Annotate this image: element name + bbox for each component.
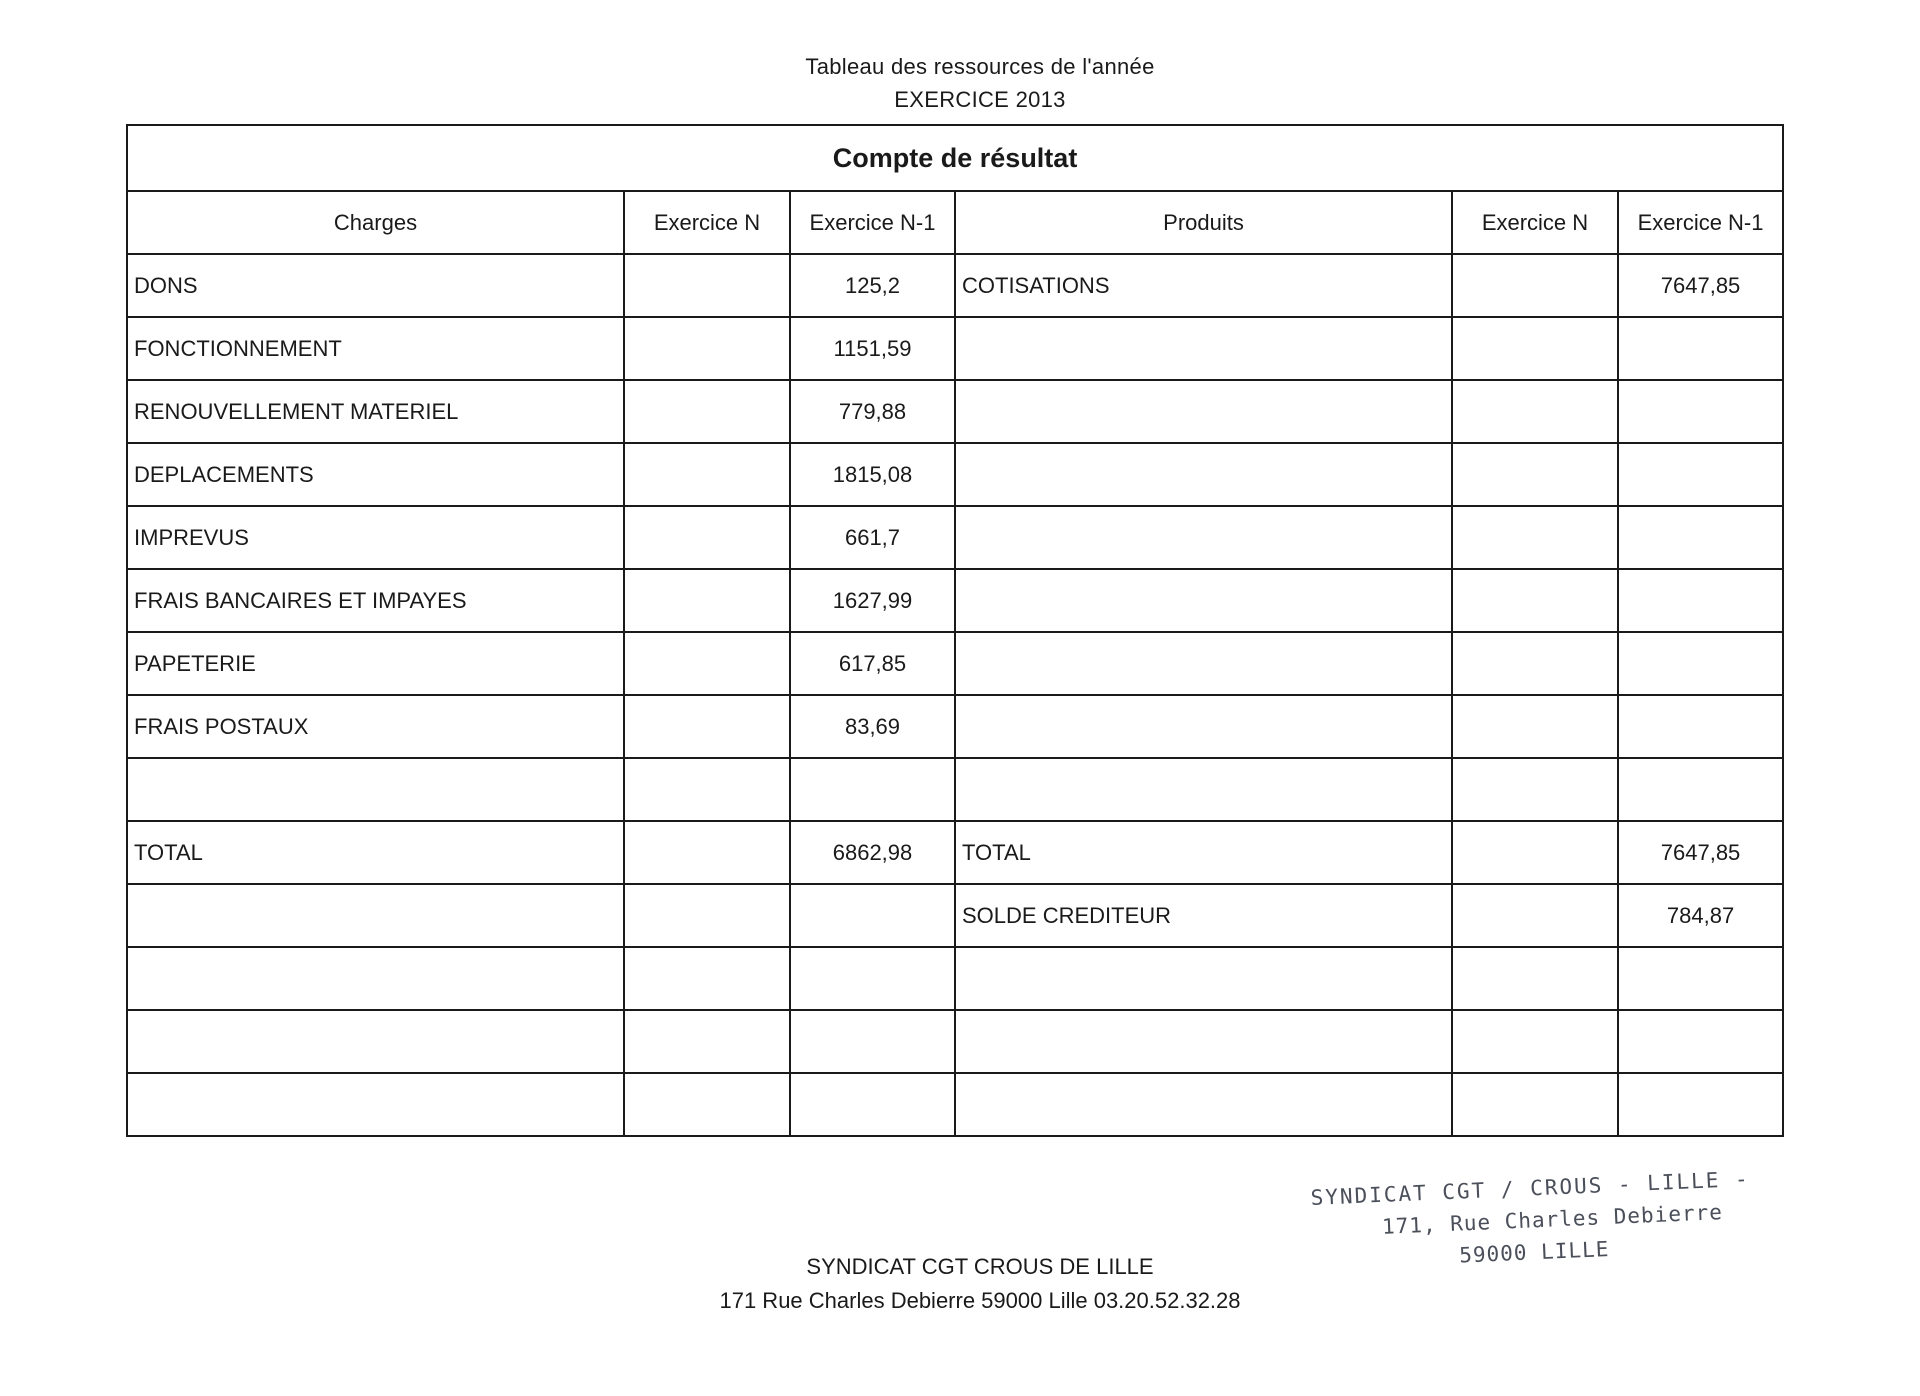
produit-label: SOLDE CREDITEUR: [955, 884, 1452, 947]
produit-label: [955, 380, 1452, 443]
produit-exercice-n: [1452, 884, 1618, 947]
produit-exercice-n1: [1618, 758, 1783, 821]
page-subtitle: EXERCICE 2013: [894, 87, 1066, 112]
table-row: [127, 569, 1783, 632]
charge-exercice-n: [624, 758, 790, 821]
produit-label: [955, 632, 1452, 695]
produit-exercice-n1: [1618, 947, 1783, 1010]
produit-exercice-n: [1452, 254, 1618, 317]
produit-label: TOTAL: [955, 821, 1452, 884]
charge-exercice-n1: 1151,59: [790, 317, 955, 380]
table-row: [127, 1073, 1783, 1136]
column-header-charges: Charges: [127, 191, 624, 254]
table-row: [127, 632, 1783, 695]
charge-exercice-n: [624, 1010, 790, 1073]
produit-exercice-n1: 7647,85: [1618, 821, 1783, 884]
table-row: [127, 884, 1783, 947]
produit-exercice-n: [1452, 632, 1618, 695]
produit-exercice-n1: [1618, 1073, 1783, 1136]
produit-label: [955, 1073, 1452, 1136]
produit-label: [955, 758, 1452, 821]
charge-exercice-n: [624, 632, 790, 695]
produit-label: [955, 1010, 1452, 1073]
charge-exercice-n1: [790, 884, 955, 947]
table-body: [127, 254, 1783, 1136]
produit-exercice-n1: [1618, 506, 1783, 569]
table-row: [127, 506, 1783, 569]
produit-label: COTISATIONS: [955, 254, 1452, 317]
charge-exercice-n: [624, 1073, 790, 1136]
column-header-exercice-n1: Exercice N-1: [790, 191, 955, 254]
produit-exercice-n: [1452, 317, 1618, 380]
charge-exercice-n: [624, 695, 790, 758]
charge-exercice-n1: [790, 947, 955, 1010]
charge-exercice-n: [624, 821, 790, 884]
charge-label: [127, 947, 624, 1010]
charge-label: DEPLACEMENTS: [127, 443, 624, 506]
table-row: [127, 443, 1783, 506]
produit-exercice-n: [1452, 443, 1618, 506]
produit-exercice-n: [1452, 695, 1618, 758]
charge-exercice-n1: [790, 758, 955, 821]
charge-exercice-n1: 83,69: [790, 695, 955, 758]
produit-label: [955, 947, 1452, 1010]
footer-organization: SYNDICAT CGT CROUS DE LILLE: [806, 1254, 1154, 1279]
charge-exercice-n1: [790, 1010, 955, 1073]
table-row: [127, 1010, 1783, 1073]
charge-label: PAPETERIE: [127, 632, 624, 695]
produit-exercice-n: [1452, 821, 1618, 884]
charge-label: IMPREVUS: [127, 506, 624, 569]
produit-label: [955, 695, 1452, 758]
charge-label: FRAIS BANCAIRES ET IMPAYES: [127, 569, 624, 632]
table-row: [127, 254, 1783, 317]
produit-exercice-n: [1452, 947, 1618, 1010]
produit-exercice-n: [1452, 1010, 1618, 1073]
table-row: [127, 695, 1783, 758]
table-row: [127, 758, 1783, 821]
table-title-row: [127, 125, 1783, 191]
produit-exercice-n: [1452, 1073, 1618, 1136]
produit-exercice-n: [1452, 506, 1618, 569]
produit-exercice-n1: 784,87: [1618, 884, 1783, 947]
produit-exercice-n: [1452, 758, 1618, 821]
footer-address: 171 Rue Charles Debierre 59000 Lille 03.20.52.32.28: [719, 1288, 1241, 1313]
stamp-line-1: SYNDICAT CGT / CROUS - LILLE -: [1310, 1166, 1751, 1210]
charge-exercice-n: [624, 380, 790, 443]
charge-exercice-n: [624, 506, 790, 569]
footer: [0, 1250, 1920, 1318]
column-header-produits-exercice-n: Exercice N: [1452, 191, 1618, 254]
page-header: [0, 50, 1920, 116]
charge-exercice-n: [624, 569, 790, 632]
charge-label: [127, 1010, 624, 1073]
produit-label: [955, 317, 1452, 380]
produit-label: [955, 443, 1452, 506]
table-row: [127, 317, 1783, 380]
produit-label: [955, 569, 1452, 632]
charge-exercice-n1: 779,88: [790, 380, 955, 443]
charge-exercice-n1: 661,7: [790, 506, 955, 569]
page-title: Tableau des ressources de l'année: [805, 54, 1155, 79]
produit-exercice-n1: [1618, 317, 1783, 380]
charge-label: RENOUVELLEMENT MATERIEL: [127, 380, 624, 443]
column-header-produits-exercice-n1: Exercice N-1: [1618, 191, 1783, 254]
charge-exercice-n1: [790, 1073, 955, 1136]
table-row: [127, 380, 1783, 443]
charge-label: [127, 1073, 624, 1136]
charge-label: FONCTIONNEMENT: [127, 317, 624, 380]
charge-exercice-n: [624, 947, 790, 1010]
charge-exercice-n1: 1815,08: [790, 443, 955, 506]
charge-exercice-n1: 6862,98: [790, 821, 955, 884]
produit-exercice-n: [1452, 569, 1618, 632]
charge-exercice-n: [624, 254, 790, 317]
table-row: [127, 821, 1783, 884]
column-header-exercice-n: Exercice N: [624, 191, 790, 254]
charge-label: DONS: [127, 254, 624, 317]
produit-exercice-n: [1452, 380, 1618, 443]
stamp-line-3: 59000 LILLE: [1458, 1237, 1610, 1268]
charge-label: TOTAL: [127, 821, 624, 884]
table-header-row: [127, 191, 1783, 254]
table-row: [127, 947, 1783, 1010]
charge-exercice-n: [624, 317, 790, 380]
stamp-line-2: 171, Rue Charles Debierre: [1381, 1200, 1724, 1239]
table-title: Compte de résultat: [127, 125, 1783, 191]
charge-label: [127, 884, 624, 947]
charge-exercice-n: [624, 443, 790, 506]
charge-label: FRAIS POSTAUX: [127, 695, 624, 758]
produit-exercice-n1: [1618, 569, 1783, 632]
charge-exercice-n: [624, 884, 790, 947]
charge-exercice-n1: 617,85: [790, 632, 955, 695]
produit-label: [955, 506, 1452, 569]
column-header-produits: Produits: [955, 191, 1452, 254]
produit-exercice-n1: [1618, 695, 1783, 758]
produit-exercice-n1: 7647,85: [1618, 254, 1783, 317]
produit-exercice-n1: [1618, 632, 1783, 695]
produit-exercice-n1: [1618, 380, 1783, 443]
result-table: [126, 124, 1784, 1137]
charge-label: [127, 758, 624, 821]
charge-exercice-n1: 125,2: [790, 254, 955, 317]
produit-exercice-n1: [1618, 1010, 1783, 1073]
charge-exercice-n1: 1627,99: [790, 569, 955, 632]
produit-exercice-n1: [1618, 443, 1783, 506]
